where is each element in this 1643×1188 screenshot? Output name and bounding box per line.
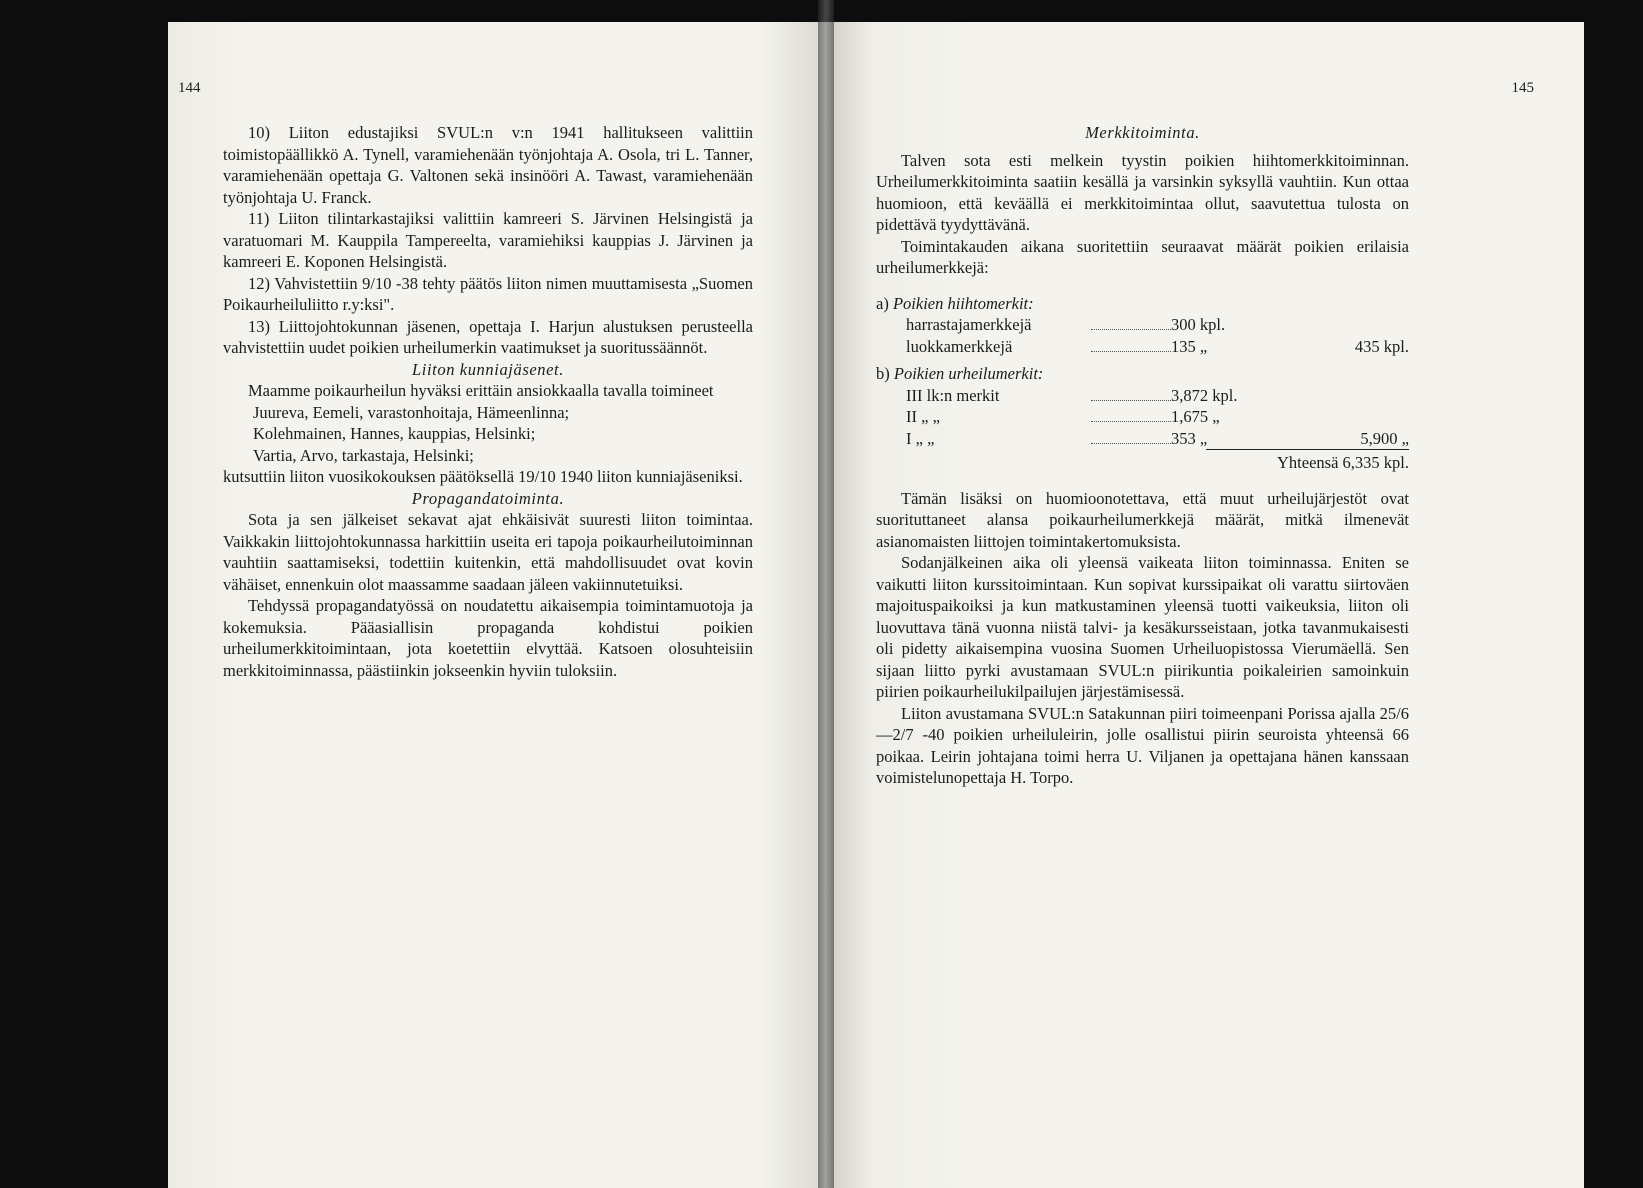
section-b-label: Poikien urheilumerkit:	[893, 364, 1044, 383]
page-number: 144	[178, 80, 201, 96]
heading-propaganda: Propagandatoiminta.	[411, 488, 565, 508]
row-value: 300 kpl.	[1171, 315, 1226, 334]
row-name: luokkamerkkejä	[906, 336, 1013, 356]
kunnia-member: Vartia, Arvo, tarkastaja, Helsinki;	[253, 445, 474, 465]
row-value: 1,675 „	[1171, 407, 1220, 426]
dot-leader	[1091, 421, 1171, 422]
right-page	[826, 22, 1584, 1188]
table-row	[876, 314, 1409, 336]
left-column	[223, 122, 753, 681]
table-row	[876, 336, 1409, 358]
paragraph-12: 12) Vahvistettiin 9/10 -38 tehty päätös liiton nimen muuttamisesta „Suomen Poikaurheiluliitto r.y:ksi".	[223, 273, 753, 314]
propaganda-paragraph-2: Tehdyssä propagandatyössä on noudatettu aikaisempia toimintamuotoja ja kokemuksia. Pääasiallisin propaganda kohdistui poikien urheilumerkkitoimintaan, jota koetettiin elvyttää. Katsoen olosuhteisiin merkkitoiminnassa, päästiinkin jokseenkin hyviin tuloksiin.	[223, 596, 753, 680]
kunnia-member: Kolehmainen, Hannes, kauppias, Helsinki;	[253, 424, 536, 443]
paragraph-10: 10) Liiton edustajiksi SVUL:n v:n 1941 hallitukseen valittiin toimistopäällikkö A. Tynell, varamiehenään työnjohtaja A. Osola, tri L. Tanner, varamiehenään opettaja G. Valtonen sekä insinööri A. Tawast, varamiehenään työnjohtaja U. Franck.	[223, 123, 753, 207]
row-name: III lk:n merkit	[906, 385, 1000, 405]
row-name: harrastajamerkkejä	[906, 315, 1032, 334]
paragraph-13: 13) Liittojohtokunnan jäsenen, opettaja I. Harjun alustuksen perusteella vahvistettiin uudet poikien urheilumerkin vaatimukset ja suoritussäännöt.	[223, 316, 753, 357]
merkki-paragraph-5: Liiton avustamana SVUL:n Satakunnan piiri toimeenpani Porissa ajalla 25/6—2/7 -40 poikien urheiluleirin, jolle osallistui piirin seuroista yhteensä 66 poikaa. Leirin johtajana toimi herra U. Viljanen ja opettajana hänen kanssaan voimistelunopettaja H. Torpo.	[876, 703, 1409, 787]
section-b-prefix: b)	[876, 364, 890, 383]
section-a-label: Poikien hiihtomerkit:	[892, 293, 1034, 313]
row-value: 3,872 kpl.	[1171, 385, 1238, 405]
dot-leader	[1091, 400, 1171, 401]
row-total: 5,900 „	[1360, 428, 1409, 448]
row-name: I „ „	[906, 428, 935, 448]
merkki-paragraph-2: Toimintakauden aikana suoritettiin seuraavat määrät poikien erilaisia urheilumerkkejä:	[876, 236, 1409, 277]
table-row	[876, 385, 1409, 407]
propaganda-paragraph-1: Sota ja sen jälkeiset sekavat ajat ehkäisivät suuresti liiton toimintaa. Vaikkakin liittojohtokunnassa harkittiin useita eri tapoja poikaurheilutoiminnan vauhtiin saattamiseksi, todettiin kuitenkin, että mahdollisuudet ovat kovin vähäiset, ennenkuin olot maassamme saadaan jäleen vakiinnutetuiksi.	[223, 510, 753, 594]
paragraph-11: 11) Liiton tilintarkastajiksi valittiin kamreeri S. Järvinen Helsingistä ja varatuomari M. Kauppila Tampereelta, varamiehiksi kauppias J. Järvinen ja kamreeri E. Koponen Helsingistä.	[223, 209, 753, 271]
kunnia-outro: kutsuttiin liiton vuosikokouksen päätöksellä 19/10 1940 liiton kunniajäseniksi.	[223, 467, 743, 486]
section-a-prefix: a)	[876, 293, 889, 313]
heading-merkkitoiminta: Merkkitoiminta.	[1085, 123, 1200, 142]
merkki-paragraph-4: Sodanjälkeinen aika oli yleensä vaikeata liiton toiminnassa. Eniten se vaikutti liiton kurssitoimintaan. Kun sopivat kurssipaikat oli varattu siirtoväen majoituspaikoiksi ja kun matkustaminen yleensä tuotti vaikeuksia, liiton oli luovuttava tänä vuonna niistä talvi- ja kesäkursseistaan, jotka tavanmukaisesti oli pidetty aikaisempina vuosina Suomen Urheiluopistossa Vierumäellä. Sen sijaan liitto pyrki avustamaan SVUL:n piirikuntia poikaleirien samoinkuin piirien poikaurheilukilpailujen järjestämisessä.	[876, 553, 1409, 701]
row-name: II „ „	[906, 407, 940, 426]
kunnia-intro: Maamme poikaurheilun hyväksi erittäin ansiokkaalla tavalla toimineet	[248, 381, 714, 400]
section-b-title	[876, 363, 1409, 385]
total-line: Yhteensä 6,335 kpl.	[1206, 449, 1409, 474]
book-gutter	[818, 0, 834, 1188]
right-column	[876, 122, 1409, 789]
section-a-title	[876, 293, 1409, 315]
merkki-paragraph-3: Tämän lisäksi on huomioonotettava, että muut urheilujärjestöt ovat suorituttaneet alansa poikaurheilumerkkejä määrät, mitkä ilmenevät asianomaisten liittojen toimintakertomuksista.	[876, 488, 1409, 551]
row-value: 135 „	[1171, 336, 1208, 356]
table-row	[876, 406, 1409, 428]
dot-leader	[1091, 443, 1171, 444]
dot-leader	[1091, 351, 1171, 352]
kunnia-member: Juureva, Eemeli, varastonhoitaja, Hämeenlinna;	[253, 402, 570, 422]
table-row	[876, 428, 1409, 450]
heading-kunniajasenet: Liiton kunniajäsenet.	[412, 359, 564, 379]
left-page	[168, 22, 826, 1188]
dot-leader	[1091, 329, 1171, 330]
row-value: 353 „	[1171, 428, 1208, 448]
merkki-paragraph-1: Talven sota esti melkein tyystin poikien hiihtomerkkitoiminnan. Urheilumerkkitoiminta saatiin kesällä ja varsinkin syksyllä vauhtiin. Kun ottaa huomioon, että keväällä ei merkkitoimintaa ollut, saavutettua tulosta on pidettävä tyydyttävänä.	[876, 150, 1409, 234]
row-total: 435 kpl.	[1354, 336, 1409, 356]
page-number: 145	[1511, 80, 1534, 96]
